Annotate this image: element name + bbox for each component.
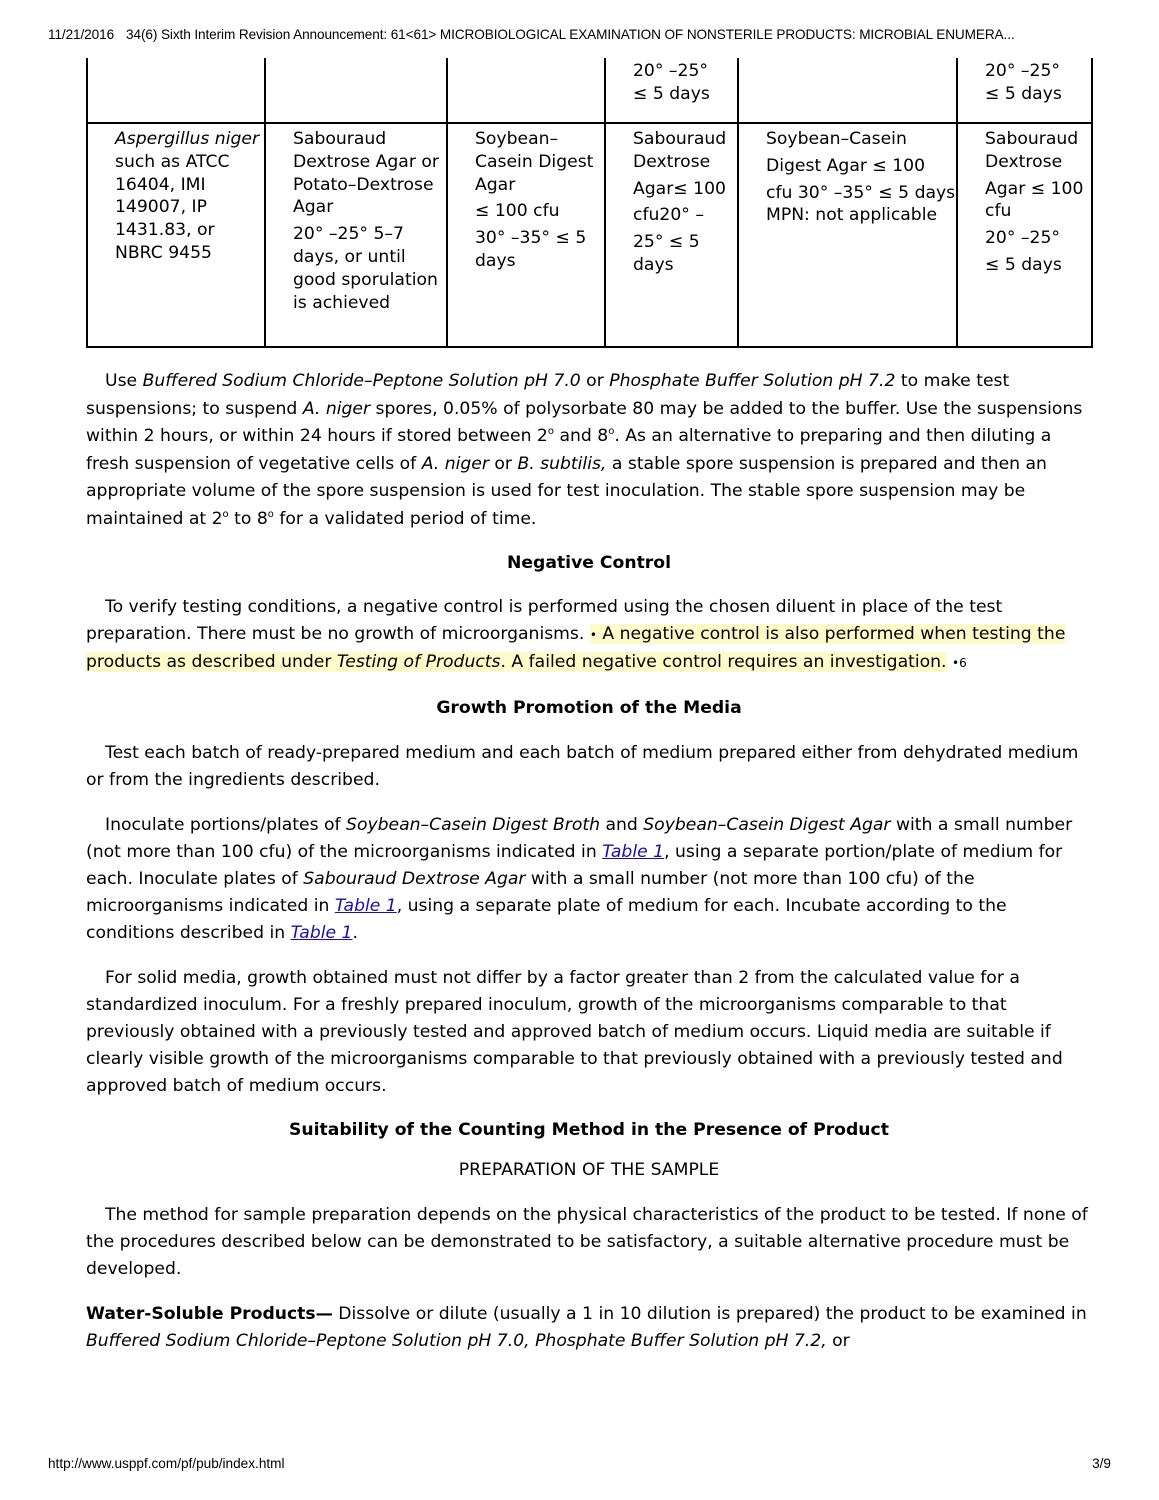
text-run: with a small number (not more than 100 cfu) of the microorganisms indicated in [86,869,975,916]
cell-text: 20° –25° 5–7 days, or until good sporulation is achieved [293,224,438,313]
text-run: Testing of Products [336,652,501,672]
cell-text: 20° –25° [633,61,708,81]
water-soluble-label: Water-Soluble Products— [86,1304,333,1324]
cell-text: Agar ≤ 100 cfu [985,178,1084,222]
paragraph-growth-2 [86,812,1092,947]
paragraph-growth-3: For solid media, growth obtained must not differ by a factor greater than 2 from the calculated value for a standardized inoculum. For a freshly prepared inoculum, growth of the microorganisms comparable to that previously obtained with a previously tested and approved batch of medium occurs. Liquid media are suitable if clearly visible growth of the microorganisms comparable to that previously obtained with a previously tested and approved batch of medium occurs. [86,968,1063,1096]
text-run: or [580,371,610,391]
heading-negative-control: Negative Control [507,553,671,573]
table-cell [605,123,738,347]
cell-text: Soybean–Casein Digest Agar [475,129,594,195]
header-date: 11/21/2016 [48,27,115,42]
degree-sign: o [267,508,274,520]
table-1-link[interactable]: Table 1 [334,896,397,916]
cell-text: ≤ 5 days [985,254,1062,275]
text-run: Sabouraud Dextrose Agar [303,869,526,889]
degree-sign: o [547,426,554,437]
paragraph-growth-1: Test each batch of ready-prepared medium and each batch of medium prepared either from dehydrated medium or from the ingredients described. [86,743,1079,790]
paragraph-suitability: The method for sample preparation depends on the physical characteristics of the product to be tested. If none of the procedures described below can be demonstrated to be satisfactory, a suitable alternative procedure must be developed. [86,1205,1088,1279]
degree-sign: o [222,508,229,520]
text-run: . As an alternative to preparing and then diluting a fresh suspension of vegetative cells of [86,426,1052,474]
table-cell [447,58,605,123]
cell-text: 30° –35° ≤ 5 days [475,228,587,271]
text-run: A. niger [302,398,371,419]
heading-suitability: Suitability of the Counting Method in the Presence of Product [289,1120,889,1140]
text-run: Phosphate Buffer Solution pH 7.2 [609,371,896,391]
cell-text: Sabouraud Dextrose [985,129,1079,172]
text-run: . [352,923,358,943]
organism-cell [87,123,265,347]
text-run: to make test suspensions; to suspend [86,371,1010,419]
cell-text: Agar≤ 100 [633,178,726,199]
table-cell [265,58,447,123]
cell-text: 25° ≤ 5 days [633,232,700,275]
preparation-cell [265,123,447,347]
cell-text: 20° –25° [985,61,1060,81]
cell-text: 20° –25° [985,228,1060,249]
text-run: a stable spore suspension is prepared and then an appropriate volume of the spore suspension is used for test inoculation. The stable spore suspension may be maintained at 2 [86,453,1047,529]
table-row [87,58,1092,123]
paragraph-negative-control [86,594,1092,677]
document-body [86,58,1092,1355]
text-run: with a small number (not more than 100 cfu) of the microorganisms indicated in [86,815,1073,862]
text-run: . A failed negative control requires an investigation. [500,652,947,672]
cell-text: ≤ 5 days [633,83,710,104]
text-run: Buffered Sodium Chloride–Peptone Solution pH 7.0 [142,371,581,391]
text-run: Dissolve or dilute (usually a 1 in 10 dilution is prepared) the product to be examined in [332,1304,1087,1324]
text-run: B. subtilis, [517,453,607,474]
cell-text: Digest Agar ≤ 100 [766,155,926,176]
subheading-preparation: PREPARATION OF THE SAMPLE [458,1160,720,1180]
table-cell [605,58,738,123]
footer-url: http://www.usppf.com/pf/pub/index.html [48,1456,285,1471]
table-cell [87,58,265,123]
page-number: 3/9 [1092,1456,1111,1471]
cell-text: Soybean–Casein [766,129,907,149]
page-header [48,27,1118,42]
cell-text: Sabouraud Dextrose [633,129,727,172]
text-run: to 8 [228,508,268,529]
cell-text: ≤ 100 cfu [475,201,560,222]
table-cell [738,58,957,123]
table-1-link[interactable]: Table 1 [602,842,665,862]
table-cell [957,123,1092,347]
table-row [87,123,1092,347]
revision-end-marker: • [951,656,960,670]
table-cell [957,58,1092,123]
table-1-link[interactable]: Table 1 [290,923,353,943]
media-table [86,58,1093,348]
text-run: Inoculate portions/plates of [105,815,347,835]
cell-text: ≤ 5 days [985,83,1062,104]
paragraph-suspensions [86,368,1092,533]
text-run: Soybean–Casein Digest Agar [643,815,891,835]
cell-text: cfu20° – [633,205,704,226]
heading-growth-promotion: Growth Promotion of the Media [436,698,742,718]
cell-text: Sabouraud Dextrose Agar or Potato–Dextrose Agar [293,129,439,218]
text-run: Buffered Sodium Chloride–Peptone Solution pH 7.0, Phosphate Buffer Solution pH 7.2, [86,1331,827,1351]
text-run: Use [105,371,143,391]
table-cell [738,123,957,347]
table-cell [447,123,605,347]
text-run: and 8 [554,426,609,446]
cell-text: cfu 30° –35° ≤ 5 days MPN: not applicable [766,182,956,226]
revision-start-marker: • [589,628,597,642]
text-run: or [826,1331,850,1351]
text-run: , using a separate portion/plate of medium for each. Inoculate plates of [86,842,1063,889]
text-run: for a validated period of time. [273,508,537,529]
text-run: A. niger [421,453,489,474]
text-run: or [488,453,518,474]
text-run: , using a separate plate of medium for each. Incubate according to the conditions described in [86,896,1007,943]
text-run: Soybean–Casein Digest Broth [346,815,600,835]
organism-strains: such as ATCC 16404, IMI 149007, IP 1431.83, or NBRC 9455 [115,151,230,263]
paragraph-water-soluble [86,1301,1092,1355]
text-run: spores, 0.05% of polysorbate 80 may be added to the buffer. Use the suspensions within 2 hours, or within 24 hours if stored between 2 [86,398,1083,446]
text-run: A negative control is also performed when testing the products as described under [86,624,1066,672]
text-run: and [600,815,644,835]
revision-number: 6 [959,656,967,670]
degree-sign: o [608,426,615,437]
header-title: 34(6) Sixth Interim Revision Announcement: 61<61> MICROBIOLOGICAL EXAMINATION OF NONSTERILE PRODUCTS: MICROBIAL ENUMERA... [126,27,1015,42]
text-run: To verify testing conditions, a negative control is performed using the chosen diluent in place of the test preparation. There must be no growth of microorganisms. [86,597,1003,644]
organism-name: Aspergillus niger [115,129,260,149]
page-footer [48,1456,1111,1471]
